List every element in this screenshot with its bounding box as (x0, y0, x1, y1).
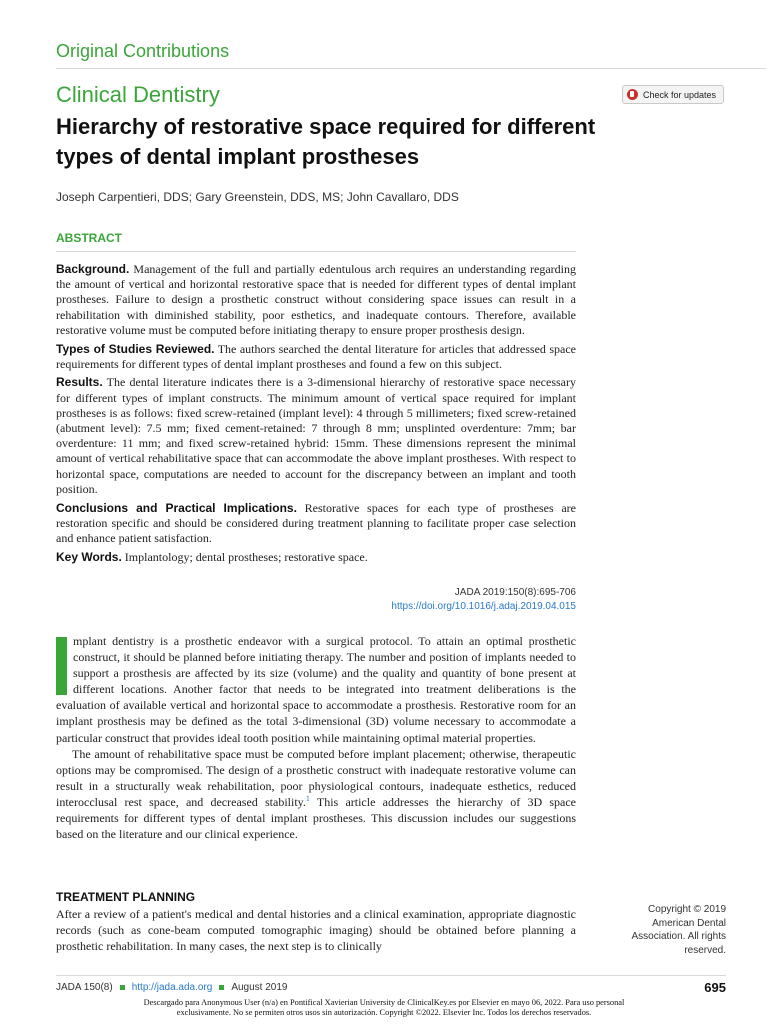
reference-link[interactable]: 1 (305, 793, 310, 803)
journal-url-link[interactable]: http://jada.ada.org (131, 982, 213, 993)
check-for-updates-label: Check for updates (643, 89, 717, 100)
abstract-background (56, 262, 576, 338)
citation-block (391, 586, 576, 614)
divider (56, 68, 766, 69)
abstract-label: Conclusions and Practical Implications. (56, 500, 297, 515)
abstract-label: Key Words. (56, 549, 122, 564)
body-paragraph (56, 746, 576, 843)
paragraph-text: mplant dentistry is a prosthetic endeavor with a surgical protocol. To attain an optimal prosthetic construct, it should be planned before initiating therapy. The number and position of implants needed to support a prosthesis are affected by its size (volume) and the quality and quantity of bone present at different locations. Another factor that needs to be integrated into treatment deliberations is the evaluation of available vertical and horizontal space to accommodate a prosthesis. Restorative room for an implant prosthesis may be defined as the total 3-dimensional (3D) volume necessary to accommodate a particular construct that provides ideal tooth position while maintaining optimal material properties. (56, 634, 576, 745)
paragraph-text: This article addresses the hierarchy of 3D space requirements for different types of dental implant prostheses. This discussion includes our suggestions based on the literature and our clinical experience. (56, 794, 576, 842)
article-title: Hierarchy of restorative space required for different types of dental implant prostheses (56, 114, 596, 169)
abstract-heading: ABSTRACT (56, 231, 122, 245)
abstract-keywords (56, 550, 576, 565)
abstract-label: Background. (56, 262, 130, 276)
bookmark-icon (627, 89, 638, 100)
article-body (56, 633, 576, 842)
abstract-text: The dental literature indicates there is a 3-dimensional hierarchy of restorative space necessary for different types of implant constructs. The minimum amount of vertical space required for implant prostheses is as follows: fixed screw-retained (implant level): 4 through 5 millimeters; fixed screw-retained (abutment level): 7.5 mm; fixed cement-retained: 7 through 8 mm; unsplinted overdenture: 7mm; bar overdenture: 11 mm; and fixed screw-retained hybrid: 15mm. These dimensions represent the minimal amount of vertical rehabilitative space that can accommodate the above implant prostheses. With respect to horizontal space, computations are needed to account for the discrepancy between an implant and tooth position. (56, 375, 576, 496)
abstract-conclusions (56, 501, 576, 547)
issue-date: August 2019 (231, 982, 288, 993)
abstract-text: Implantology; dental prostheses; restorative space. (124, 549, 368, 564)
copyright-notice: Copyright © 2019 American Dental Association. All rights reserved. (631, 904, 726, 956)
section-kicker: Original Contributions (56, 41, 230, 61)
body-paragraph (56, 633, 576, 746)
check-for-updates-button[interactable] (622, 85, 724, 104)
abstract-text: The authors searched the dental literature for articles that addressed space requirements for different types of dental implant prostheses and found a few on this subject. (56, 341, 576, 371)
section-title: Clinical Dentistry (56, 82, 220, 107)
body-paragraph: After a review of a patient's medical and dental histories and a clinical examination, appropriate diagnostic records (such as cone-beam computed tomographic imaging) should be obtained before planning a prosthetic rehabilitation. In many cases, the next step is to clinically (56, 907, 576, 954)
bullet-icon (120, 985, 125, 990)
abstract-text: Restorative spaces for each type of prostheses are restoration specific and should be considered during treatment planning to facilitate proper case selection and enhance patient satisfaction. (56, 500, 576, 545)
abstract-text: Management of the full and partially edentulous arch requires an understanding regarding the amount of vertical and horizontal restorative space that is needed for different types of dental implant prostheses. Failure to design a prosthetic construct without considering space issues can result in a rehabilitation with diminished stability, poor esthetics, and inadequate contours. Therefore, available restorative volume must be computed before initiating therapy to ensure proper prosthesis design. (56, 262, 577, 337)
journal-issue: JADA 150(8) (56, 982, 113, 993)
page-number: 695 (704, 980, 726, 995)
citation: JADA 2019:150(8):695-706 (454, 587, 576, 598)
drop-cap (56, 637, 67, 695)
abstract-studies (56, 342, 576, 372)
author-list: Joseph Carpentieri, DDS; Gary Greenstein, DDS, MS; John Cavallaro, DDS (56, 190, 459, 204)
paragraph-text: The amount of rehabilitative space must be computed before implant placement; otherwise, therapeutic options may be compromised. The design of a prosthetic construct with inadequate restorative volume can result in a structurally weak rehabilitation, poor physiological contours, inadequate esthetics, reduced interocclusal rest space, and decreased stability. (56, 746, 576, 809)
divider (56, 251, 576, 252)
download-notice: Descargado para Anonymous User (n/a) en Pontifical Xavierian University de ClinicalKey.es por Elsevier en mayo 06, 2022. Para uso personal exclusivamente. No se permiten otros usos sin autorización. Copyright ©2022. Elsevier Inc. Todos los derechos reservados. (143, 998, 625, 1017)
abstract-body (56, 262, 576, 568)
divider (56, 975, 726, 976)
doi-link[interactable]: https://doi.org/10.1016/j.adaj.2019.04.015 (391, 601, 576, 612)
page-footer (56, 982, 726, 993)
bullet-icon (219, 985, 224, 990)
section-heading: TREATMENT PLANNING (56, 890, 196, 904)
abstract-results (56, 375, 576, 497)
abstract-label: Results. (56, 375, 103, 390)
abstract-label: Types of Studies Reviewed. (56, 341, 215, 356)
